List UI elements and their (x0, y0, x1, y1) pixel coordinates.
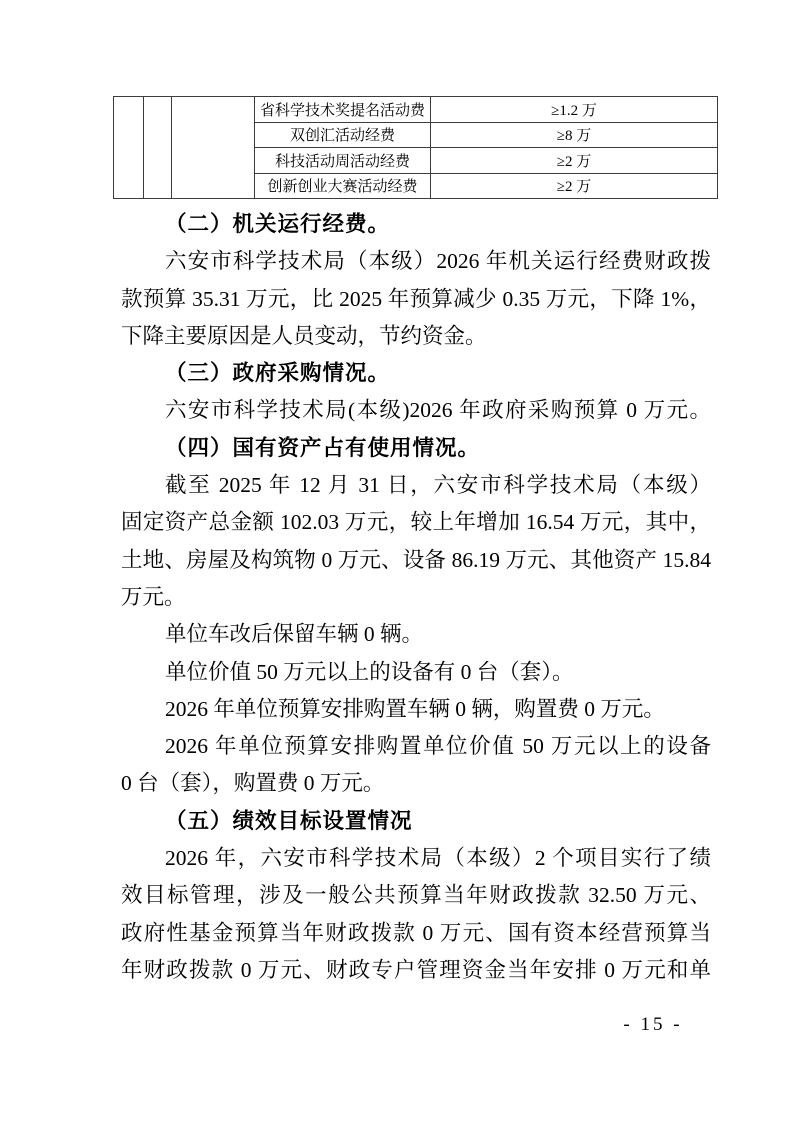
table-cell-value: ≥2 万 (431, 173, 718, 199)
paragraph-line: 万元。 (121, 584, 186, 609)
section-heading: （三）政府采购情况。 (165, 361, 391, 386)
paragraph-line: 0 台（套），购置费 0 万元。 (121, 771, 385, 796)
paragraph-line: 截至 2025 年 12 月 31 日，六安市科学技术局（本级） (165, 473, 711, 498)
paragraph-line: 政府性基金预算当年财政拨款 0 万元、国有资本经营预算当 (121, 920, 711, 945)
table-cell-value: ≥1.2 万 (431, 97, 718, 123)
budget-table (113, 96, 718, 199)
paragraph-line: 效目标管理，涉及一般公共预算当年财政拨款 32.50 万元、 (121, 883, 711, 908)
table-empty-cell (144, 97, 172, 199)
table-empty-cell (114, 97, 144, 199)
document-body (121, 206, 711, 989)
paragraph-line: 款预算 35.31 万元，比 2025 年预算减少 0.35 万元，下降 1%， (121, 286, 711, 311)
page-number: - 15 - (623, 1014, 683, 1035)
paragraph-line: 2026 年单位预算安排购置车辆 0 辆，购置费 0 万元。 (165, 696, 665, 721)
table-row (114, 97, 718, 123)
paragraph-line: 2026 年单位预算安排购置单位价值 50 万元以上的设备 (165, 734, 711, 759)
table-cell-label: 双创汇活动经费 (255, 122, 431, 148)
paragraph-line: 土地、房屋及构筑物 0 万元、设备 86.19 万元、其他资产 15.84 (121, 547, 711, 572)
table-cell-value: ≥2 万 (431, 148, 718, 174)
table-cell-value: ≥8 万 (431, 122, 718, 148)
paragraph-line: 六安市科学技术局（本级）2026 年机关运行经费财政拨 (165, 249, 711, 274)
table-cell-label: 科技活动周活动经费 (255, 148, 431, 174)
paragraph-line: 单位车改后保留车辆 0 辆。 (165, 622, 424, 647)
paragraph-line: 2026 年，六安市科学技术局（本级）2 个项目实行了绩 (165, 846, 711, 871)
paragraph-line: 固定资产总金额 102.03 万元，较上年增加 16.54 万元，其中， (121, 510, 711, 535)
table-cell-label: 创新创业大赛活动经费 (255, 173, 431, 199)
section-heading: （五）绩效目标设置情况 (165, 808, 413, 833)
paragraph-line: 六安市科学技术局(本级)2026 年政府采购预算 0 万元。 (165, 398, 711, 423)
paragraph-line: 年财政拨款 0 万元、财政专户管理资金当年安排 0 万元和单 (121, 957, 711, 982)
paragraph-line: 下降主要原因是人员变动，节约资金。 (121, 323, 487, 348)
section-heading: （四）国有资产占有使用情况。 (165, 435, 481, 460)
table-empty-cell (172, 97, 255, 199)
section-heading: （二）机关运行经费。 (165, 212, 391, 236)
paragraph-line: 单位价值 50 万元以上的设备有 0 台（套）。 (165, 659, 574, 684)
table-cell-label: 省科学技术奖提名活动费 (255, 97, 431, 123)
